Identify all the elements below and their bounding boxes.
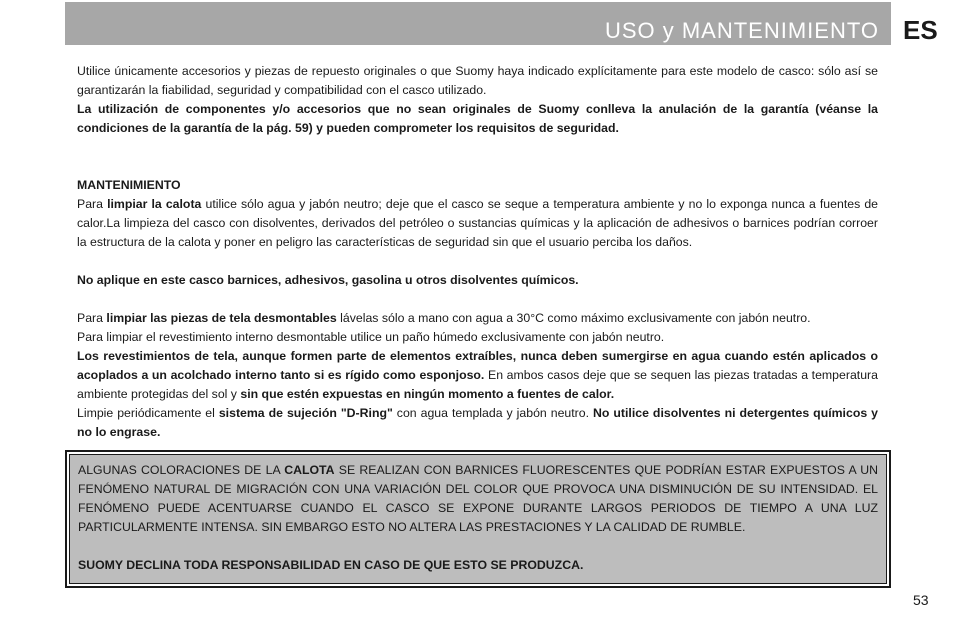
notice-box <box>65 450 891 588</box>
shell-cleaning-emphasis: limpiar la calota <box>107 197 202 211</box>
fabric-cleaning-emphasis: limpiar las piezas de tela desmontables <box>106 311 337 325</box>
notice-emphasis: CALOTA <box>284 463 335 477</box>
chemical-warning-text: No aplique en este casco barnices, adhesivos, gasolina u otros disolventes químicos. <box>77 273 579 287</box>
warranty-warning-text: La utilización de componentes y/o accesorios que no sean originales de Suomy conlleva la anulación de la garantía (véanse la condiciones de la garantía de la pág. 59) y pueden comprometer los requisitos de seguridad. <box>77 102 878 135</box>
header-bar <box>65 2 891 45</box>
dring-emphasis: sistema de sujeción "D-Ring" <box>218 406 393 420</box>
intro-paragraph: Utilice únicamente accesorios y piezas de repuesto originales o que Suomy haya indicado explícitamente para este modelo de casco: sólo así se garantizarán la fiabilidad, seguridad y compatibilidad con el casco utilizado. <box>77 64 878 97</box>
maintenance-heading <box>77 176 878 195</box>
main-content <box>77 62 878 442</box>
notice-paragraph <box>78 461 878 537</box>
page-title: USO y MANTENIMIENTO <box>604 18 879 43</box>
disclaimer <box>78 556 878 575</box>
maintenance-heading-text: MANTENIMIENTO <box>77 178 181 192</box>
dring-warning: No utilice disolventes ni detergentes químicos y no lo engrase. <box>77 406 878 439</box>
fabric-cleaning-lead: Para <box>77 311 107 325</box>
warranty-warning <box>77 100 878 138</box>
chemical-warning <box>77 271 878 290</box>
dring-lead: Limpie periódicamente el <box>77 406 219 420</box>
fabric-drying-text: En ambos casos deje que se sequen las piezas tratadas a temperatura ambiente protegidas del sol y <box>77 368 878 401</box>
language-code: ES <box>903 15 938 45</box>
dring-cleaning-paragraph <box>77 404 878 442</box>
shell-cleaning-paragraph <box>77 195 878 252</box>
disclaimer-text: SUOMY DECLINA TODA RESPONSABILIDAD EN CASO DE QUE ESTO SE PRODUZCA. <box>78 558 584 572</box>
fabric-cleaning-body: lávelas sólo a mano con agua a 30°C como máximo exclusivamente con jabón neutro. <box>336 311 811 325</box>
dring-body: con agua templada y jabón neutro. <box>392 406 594 420</box>
notice-lead: ALGUNAS COLORACIONES DE LA <box>78 463 285 477</box>
fabric-cleaning-paragraph <box>77 309 878 328</box>
fabric-immersion-warning: Los revestimientos de tela, aunque formen parte de elementos extraíbles, nunca deben sumergirse en agua cuando estén aplicados o acoplados a un acolchado interno tanto si es rígido como esponjoso. <box>77 349 878 382</box>
notice-text <box>78 461 878 575</box>
shell-cleaning-lead: Para <box>77 197 108 211</box>
shell-cleaning-body: utilice sólo agua y jabón neutro; deje que el casco se seque a temperatura ambiente y no lo exponga nunca a fuentes de calor.La limpieza del casco con disolventes, derivados del petróleo o sustancias químicas y la aplicación de adhesivos o barnices podrían corroer la estructura de la calota y poner en peligro las características de seguridad sin que el usuario perciba los daños. <box>77 197 878 249</box>
liner-cleaning-paragraph: Para limpiar el revestimiento interno desmontable utilice un paño húmedo exclusivamente con jabón neutro. <box>77 330 665 344</box>
heat-source-warning: sin que estén expuestas en ningún momento a fuentes de calor. <box>240 387 615 401</box>
fabric-immersion-paragraph <box>77 347 878 404</box>
notice-body: SE REALIZAN CON BARNICES FLUORESCENTES QUE PODRÍAN ESTAR EXPUESTOS A UN FENÓMENO NATURAL DE MIGRACIÓN CON UNA VARIACIÓN DEL COLOR QUE PROVOCA UNA DISMINUCIÓN DE SU INTENSIDAD. EL FENÓMENO PUEDE ACENTUARSE CUANDO EL CASCO SE EXPONE DURANTE LARGOS PERIODOS DE TIEMPO A UNA LUZ PARTICULARMENTE INTENSA. SIN EMBARGO ESTO NO ALTERA LAS PRESTACIONES Y LA CALIDAD DE RUMBLE. <box>78 463 879 534</box>
page-number: 53 <box>913 592 929 608</box>
